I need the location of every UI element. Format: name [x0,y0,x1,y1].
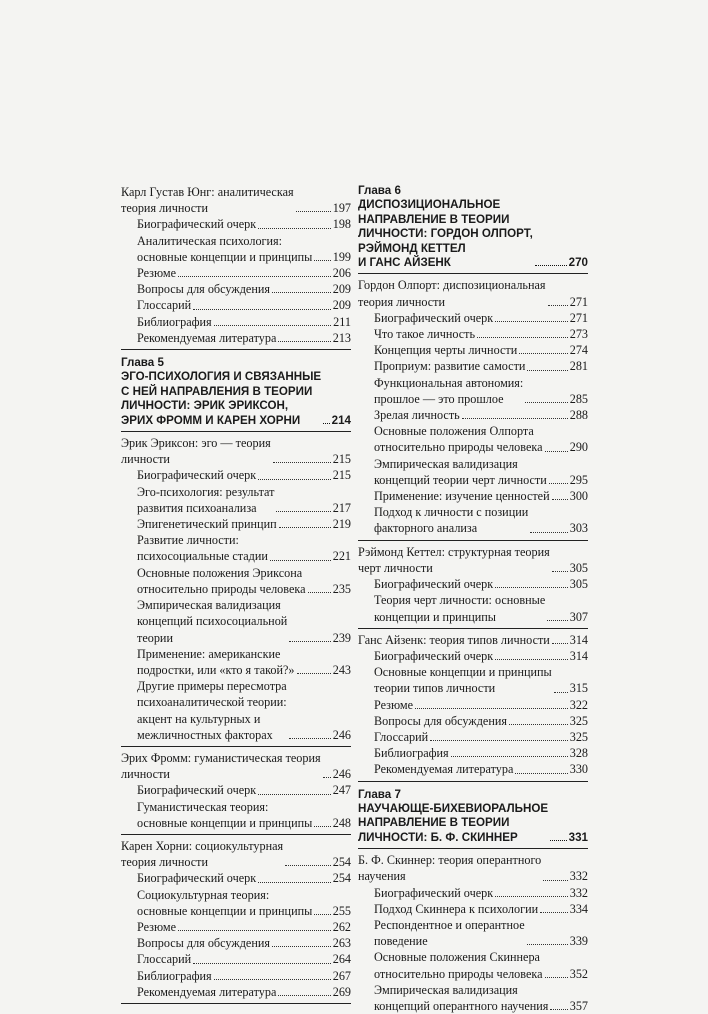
toc-subsection-entry[interactable] [358,901,588,917]
dot-leader [525,402,567,403]
entry-title: Эрик Эриксон: эго — теория личности [121,436,271,467]
entry-title: Рекомендуемая литература [137,330,277,345]
toc-subsection-entry[interactable] [121,265,351,281]
entry-title: Рэймонд Кеттел: структурная теория черт личности [358,544,550,575]
page-number: 215 [332,468,351,483]
dot-leader [550,1009,567,1010]
entry-title: Биографический очерк [137,871,257,886]
dot-leader [214,979,331,980]
dot-leader [495,321,568,322]
toc-subsection-entry[interactable] [358,729,588,745]
toc-subsection-entry[interactable] [358,342,588,358]
page-number: 325 [569,713,588,728]
page-number: 315 [569,681,588,696]
dot-leader [451,756,568,757]
toc-subsection-entry[interactable] [358,407,588,423]
entry-title: Вопросы для обсуждения [137,282,270,297]
toc-subsection-entry[interactable] [121,484,351,516]
toc-subsection-entry[interactable] [121,782,351,798]
divider [358,273,588,274]
entry-title: Биографический очерк [374,310,494,325]
page-number: 332 [569,869,588,884]
dot-leader [548,305,568,306]
page-number: 305 [569,560,588,575]
dot-leader [279,527,331,528]
page-number: 214 [331,413,351,427]
entry-title: Карен Хорни: социокультурная теория личности [121,838,284,870]
toc-section-entry[interactable] [121,184,351,216]
toc-subsection-entry[interactable] [121,467,351,483]
entry-title: Резюме [374,697,414,712]
entry-title: Резюме [137,266,177,281]
dot-leader [527,370,567,371]
page-number: 314 [569,632,588,647]
chapter-heading [121,356,351,428]
page-number: 217 [332,500,351,515]
entry-title: Глоссарий [137,298,192,313]
entry-title: Теория черт личности: основные концепции и принципы [374,593,546,624]
dot-leader [258,479,331,480]
entry-title: Применение: изучение ценностей [374,489,550,504]
dot-leader [258,882,331,883]
entry-title: Б. Ф. Скиннер: теория оперантного научения [358,853,542,884]
entry-title: Глоссарий [137,952,192,967]
dot-leader [273,462,331,463]
dot-leader [549,483,568,484]
entry-title: Гордон Олпорт: диспозициональная теория личности [358,278,546,309]
dot-leader [308,592,331,593]
toc-subsection-entry[interactable] [358,949,588,981]
entry-title: Эмпирическая валидизация концепций психосоциальной теории [137,598,288,645]
toc-subsection-entry[interactable] [358,504,588,536]
dot-leader [430,740,568,741]
toc-subsection-entry[interactable] [121,314,351,330]
toc-subsection-entry[interactable] [358,423,588,455]
dot-leader [495,896,568,897]
dot-leader [535,265,567,266]
toc-subsection-entry[interactable] [358,982,588,1014]
toc-subsection-entry[interactable] [121,646,351,678]
entry-title: Социокультурная теория: основные концепции и принципы [137,887,313,918]
dot-leader [545,451,568,452]
entry-title: Эго-психология: результат развития психоанализа [137,484,275,515]
toc-section-entry[interactable] [121,838,351,870]
toc-group-horney [121,838,351,1000]
toc-group-fromm [121,750,351,831]
toc-subsection-entry[interactable] [358,761,588,777]
entry-title: Проприум: развитие самости [374,359,526,374]
toc-group-skinner [358,852,588,1014]
dot-leader [278,341,330,342]
page-number: 273 [569,327,588,342]
entry-title: Основные положения Эриксона относительно природы человека [137,565,306,596]
page-number: 213 [332,330,351,345]
entry-title: Эмпирическая валидизация концепций теории черт личности [374,456,547,487]
toc-subsection-entry[interactable] [121,919,351,935]
toc-subsection-entry[interactable] [121,216,351,232]
dot-leader [495,587,568,588]
entry-title: Аналитическая психология: основные концепции и принципы [137,233,313,264]
dot-leader [285,865,331,866]
page-number: 246 [332,767,351,782]
divider [358,628,588,629]
divider [358,848,588,849]
page-number: 264 [332,952,351,967]
entry-title: Библиография [137,314,212,329]
dot-leader [462,418,568,419]
entry-title: Биографический очерк [374,885,494,900]
page-number: 331 [568,830,588,844]
page-number: 243 [332,662,351,677]
page-number: 334 [569,901,588,916]
toc-subsection-entry[interactable] [121,951,351,967]
toc-section-entry[interactable] [121,750,351,782]
entry-title: Рекомендуемая литература [374,762,514,777]
dot-leader [323,423,329,424]
dot-leader [272,292,331,293]
entry-title: Биографический очерк [374,648,494,663]
dot-leader [509,724,568,725]
page-number: 271 [569,294,588,309]
page-number: 209 [332,282,351,297]
dot-leader [314,914,330,915]
dot-leader [314,826,330,827]
dot-leader [554,692,568,693]
page-number: 199 [332,249,351,264]
entry-title: Другие примеры пересмотра психоаналитической теории: акцент на культурных и межличностных факторах [137,679,287,742]
dot-leader [545,977,568,978]
dot-leader [540,912,568,913]
dot-leader [258,794,331,795]
toc-group-eysenck [358,632,588,778]
toc-subsection-entry[interactable] [121,984,351,1000]
toc-subsection-entry[interactable] [121,330,351,346]
entry-title: Эпигенетический принцип [137,517,277,532]
page-number: 290 [569,440,588,455]
toc-column-left [121,184,351,1007]
entry-title: Основные положения Скиннера относительно природы человека [374,950,543,981]
dot-leader [527,944,568,945]
page-number: 328 [569,746,588,761]
divider [121,431,351,432]
toc-subsection-entry[interactable] [358,310,588,326]
dot-leader [495,659,568,660]
page-number: 248 [332,815,351,830]
dot-leader [519,353,567,354]
chapter-title: ДИСПОЗИЦИОНАЛЬНОЕ НАПРАВЛЕНИЕ В ТЕОРИИ ЛИЧНОСТИ: ГОРДОН ОЛПОРТ, РЭЙМОНД КЕТТЕЛ И ГАНС АЙЗЕНК [358,198,533,270]
dot-leader [289,738,331,739]
entry-title: Развитие личности: психосоциальные стадии [137,533,268,564]
toc-group-jung [121,184,351,346]
entry-title: Биографический очерк [137,783,257,798]
toc-group-erikson [121,435,351,743]
page-number: 209 [332,298,351,313]
page-number: 357 [569,998,588,1013]
entry-title: Респондентное и оперантное поведение [374,917,525,949]
dot-leader [178,930,331,931]
toc-section-entry[interactable] [121,435,351,467]
chapter-entry[interactable] [358,802,588,845]
toc-subsection-entry[interactable] [121,516,351,532]
entry-title: Подход к личности с позиции факторного анализа [374,505,529,536]
toc-subsection-entry[interactable] [358,664,588,696]
toc-subsection-entry[interactable] [121,565,351,597]
divider [121,834,351,835]
toc-subsection-entry[interactable] [121,799,351,831]
page-number: 221 [332,549,351,564]
toc-subsection-entry[interactable] [121,233,351,265]
page-number: 322 [569,697,588,712]
page-number: 235 [332,581,351,596]
divider [358,781,588,782]
entry-title: Карл Густав Юнг: аналитическая теория личности [121,185,294,216]
toc-column-right [358,184,588,1014]
chapter-title: НАУЧАЮЩЕ-БИХЕВИОРАЛЬНОЕ НАПРАВЛЕНИЕ В ТЕОРИИ ЛИЧНОСТИ: Б. Ф. СКИННЕР [358,801,549,844]
page-number: 263 [332,936,351,951]
page-number: 281 [569,359,588,374]
entry-title: Гуманистическая теория: основные концепции и принципы [137,799,313,830]
page-number: 270 [568,256,588,270]
page-number: 325 [569,729,588,744]
page-number: 332 [569,885,588,900]
toc-group-allport [358,277,588,536]
entry-title: Биографический очерк [137,217,257,232]
dot-leader [552,643,568,644]
dot-leader [178,276,331,277]
chapter-heading [358,184,588,270]
page-number: 219 [332,517,351,532]
toc-group-cattell [358,544,588,625]
page-number: 206 [332,266,351,281]
page-number: 303 [569,521,588,536]
dot-leader [477,337,568,338]
page-number: 246 [332,727,351,742]
dot-leader [314,260,330,261]
toc-subsection-entry[interactable] [358,697,588,713]
entry-title: Основные концепции и принципы теории типов личности [374,665,552,696]
entry-title: Биографический очерк [137,468,257,483]
entry-title: Основные положения Олпорта относительно природы человека [374,424,543,455]
divider [358,540,588,541]
dot-leader [296,211,331,212]
toc-subsection-entry[interactable] [121,968,351,984]
page-number: 255 [332,903,351,918]
page-number: 269 [332,984,351,999]
dot-leader [270,560,331,561]
toc-section-entry[interactable] [358,632,588,648]
dot-leader [297,673,331,674]
page-number: 339 [569,934,588,949]
page-number: 295 [569,472,588,487]
entry-title: Вопросы для обсуждения [374,713,507,728]
page-number: 285 [569,391,588,406]
page-number: 262 [332,919,351,934]
dot-leader [276,511,330,512]
toc-subsection-entry[interactable] [121,887,351,919]
page-number: 274 [569,343,588,358]
toc-subsection-entry[interactable] [358,648,588,664]
page-number: 330 [569,762,588,777]
entry-title: Библиография [374,746,449,761]
chapter-title: ЭГО-ПСИХОЛОГИЯ И СВЯЗАННЫЕ С НЕЙ НАПРАВЛЕНИЯ В ТЕОРИИ ЛИЧНОСТИ: ЭРИК ЭРИКСОН, ЭРИХ ФРОММ И КАРЕН ХОРНИ [121,370,322,427]
toc-subsection-entry[interactable] [358,592,588,624]
page-number: 300 [569,489,588,504]
dot-leader [258,228,331,229]
chapter-number: Глава 7 [358,787,401,801]
toc-subsection-entry[interactable] [121,281,351,297]
toc-subsection-entry[interactable] [358,326,588,342]
toc-subsection-entry[interactable] [358,885,588,901]
toc-subsection-entry[interactable] [121,870,351,886]
toc-subsection-entry[interactable] [121,532,351,564]
page-number: 254 [332,871,351,886]
page-number: 211 [333,314,351,329]
entry-title: Функциональная автономия: прошлое — это прошлое [374,375,524,406]
page-number: 239 [332,630,351,645]
dot-leader [515,773,567,774]
page-number: 247 [332,783,351,798]
dot-leader [272,946,331,947]
entry-title: Что такое личность [374,327,476,342]
entry-title: Ганс Айзенк: теория типов личности [358,632,550,647]
toc-subsection-entry[interactable] [121,678,351,743]
page-number: 352 [569,966,588,981]
entry-title: Библиография [137,968,212,983]
page-number: 307 [569,609,588,624]
entry-title: Эмпирическая валидизация концепций оперантного научения [374,982,549,1013]
entry-title: Резюме [137,919,177,934]
chapter-number: Глава 5 [121,356,164,370]
page-number: 271 [569,310,588,325]
toc-subsection-entry[interactable] [358,576,588,592]
dot-leader [552,499,568,500]
toc-subsection-entry[interactable] [358,456,588,488]
entry-title: Зрелая личность [374,408,460,423]
dot-leader [547,620,567,621]
dot-leader [214,325,332,326]
chapter-number: Глава 6 [358,184,401,197]
dot-leader [543,880,567,881]
dot-leader [278,995,330,996]
toc-subsection-entry[interactable] [358,375,588,407]
dot-leader [289,641,330,642]
toc-section-entry[interactable] [358,852,588,884]
dot-leader [550,840,567,841]
toc-subsection-entry[interactable] [358,745,588,761]
toc-subsection-entry[interactable] [121,935,351,951]
entry-title: Вопросы для обсуждения [137,936,270,951]
entry-title: Подход Скиннера к психологии [374,901,539,916]
dot-leader [193,309,331,310]
chapter-entry[interactable] [358,198,588,270]
toc-subsection-entry[interactable] [121,297,351,313]
toc-subsection-entry[interactable] [358,358,588,374]
dot-leader [530,532,567,533]
toc-subsection-entry[interactable] [358,488,588,504]
entry-title: Глоссарий [374,729,429,744]
entry-title: Эрих Фромм: гуманистическая теория личности [121,750,321,782]
toc-subsection-entry[interactable] [358,713,588,729]
chapter-heading [358,788,588,846]
entry-title: Биографический очерк [374,577,494,592]
toc-subsection-entry[interactable] [121,597,351,646]
dot-leader [193,963,331,964]
divider [121,1003,351,1004]
toc-section-entry[interactable] [358,544,588,576]
page-number: 288 [569,408,588,423]
dot-leader [552,571,568,572]
page-number: 314 [569,648,588,663]
page-number: 197 [332,201,351,216]
entry-title: Применение: американские подростки, или «кто я такой?» [137,646,295,677]
entry-title: Рекомендуемая литература [137,984,277,999]
toc-subsection-entry[interactable] [358,917,588,949]
page-number: 254 [332,855,351,870]
toc-section-entry[interactable] [358,277,588,309]
chapter-entry[interactable] [121,370,351,428]
dot-leader [323,777,331,778]
entry-title: Концепция черты личности [374,343,518,358]
page-number: 198 [332,217,351,232]
page-number: 215 [332,452,351,467]
dot-leader [415,708,568,709]
page-number: 267 [332,968,351,983]
page-number: 305 [569,577,588,592]
divider [121,746,351,747]
divider [121,349,351,350]
